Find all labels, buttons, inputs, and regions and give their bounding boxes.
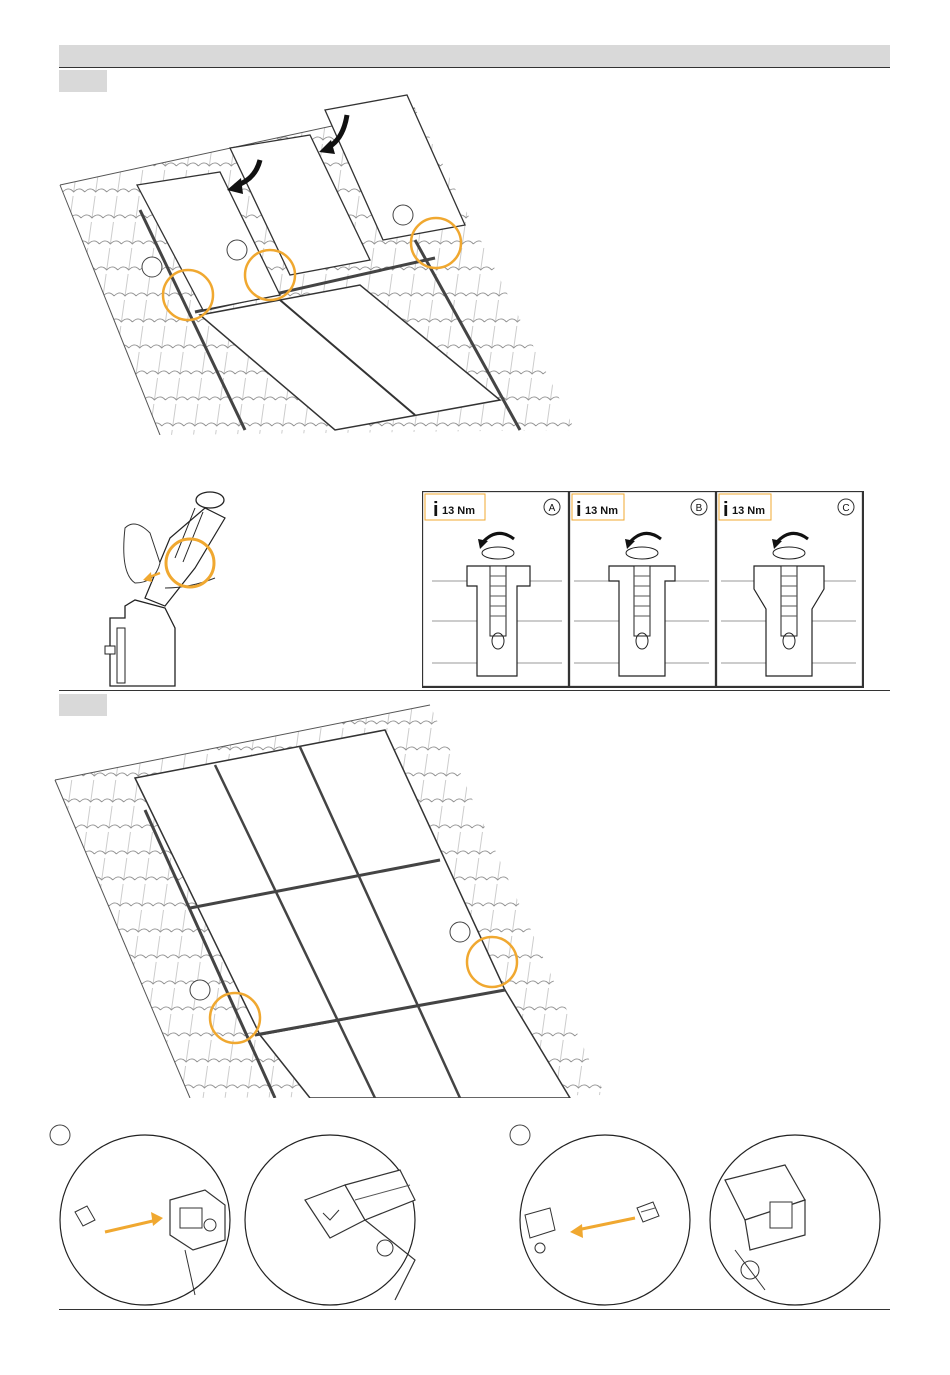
panel-letter: A [548,503,556,514]
section-header-bar [59,45,890,68]
clamp-tightening-illustration [95,488,245,688]
roof-module-placement-illustration [55,90,585,435]
torque-label: 13 Nm [442,505,476,517]
torque-panel-b [569,491,716,692]
step-tab-1 [59,70,107,92]
end-cap-detail-illustrations [45,1120,895,1310]
info-icon: i [433,499,439,521]
info-icon: i [723,499,729,521]
torque-panel-a [422,491,569,692]
panel-letter: B [695,503,703,514]
torque-panel-c [716,491,863,692]
roof-completed-array-illustration [50,700,610,1098]
torque-label: 13 Nm [732,505,766,517]
torque-label: 13 Nm [585,505,619,517]
panel-letter: C [842,503,850,514]
info-icon: i [576,499,582,521]
